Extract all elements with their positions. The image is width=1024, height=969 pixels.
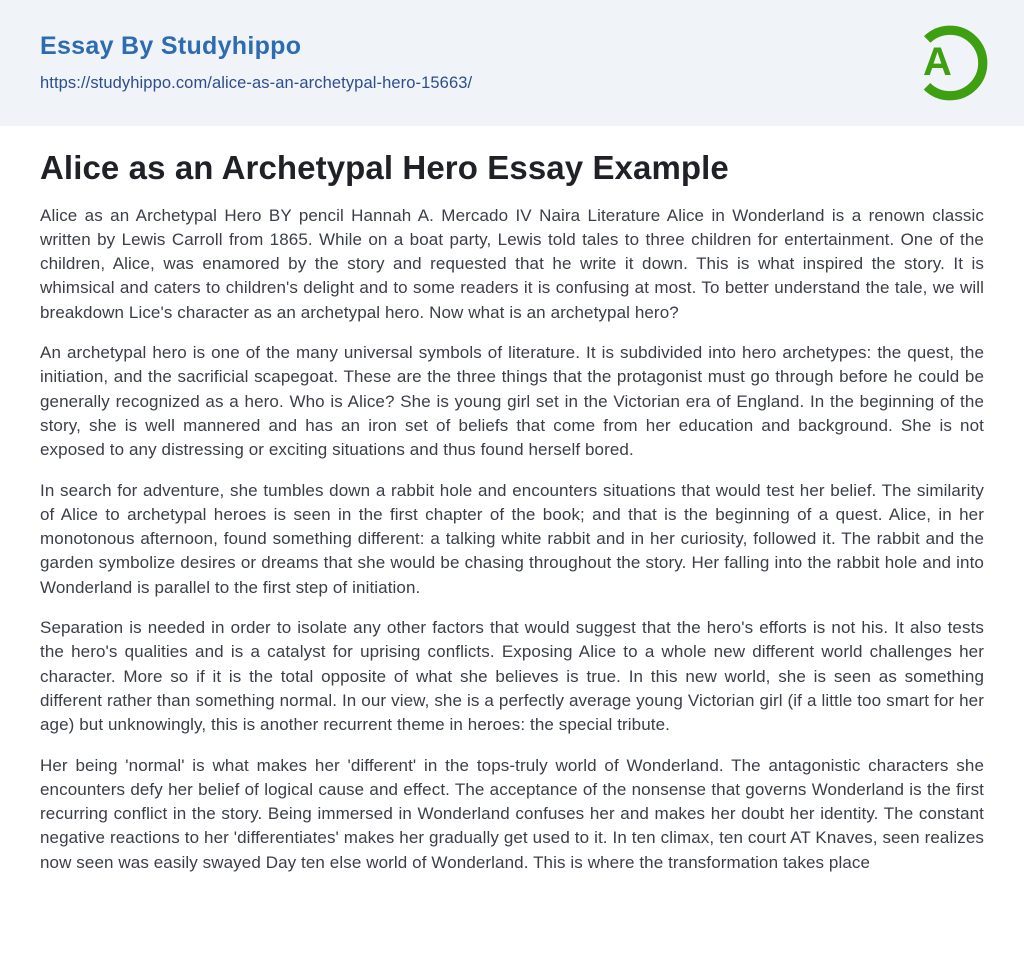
- logo-letter: A: [923, 39, 952, 84]
- studyhippo-logo-icon: [908, 17, 992, 109]
- essay-paragraph-1: Alice as an Archetypal Hero BY pencil Hannah A. Mercado IV Naira Literature Alice in Wonderland is a renown classic written by Lewis Carroll from 1865. While on a boat party, Lewis told tales to three children for entertainment. One of the children, Alice, was enamored by the story and requested that he write it down. This is what inspired the story. It is whimsical and caters to children's delight and to some readers it is confusing at most. To better understand the tale, we will breakdown Lice's character as an archetypal hero. Now what is an archetypal hero?: [40, 205, 984, 322]
- page-header: [0, 0, 1024, 126]
- page-title: Alice as an Archetypal Hero Essay Example: [40, 149, 729, 186]
- byline: Essay By Studyhippo: [40, 32, 302, 61]
- essay-paragraph-5: Her being 'normal' is what makes her 'different' in the tops-truly world of Wonderland. The antagonistic characters she encounters defy her belief of logical cause and effect. The acceptance of the nonsense that governs Wonderland is the first recurring conflict in the story. Being immersed in Wonderland confuses her and makes her doubt her identity. The constant negative reactions to her 'differentiates' makes her gradually get used to it. In ten climax, ten court AT Knaves, seen realizes now seen was easily swayed Day ten else world of Wonderland. This is where the transformation takes place: [40, 755, 984, 872]
- header-text-block: [40, 33, 472, 93]
- essay-paragraph-4: Separation is needed in order to isolate any other factors that would suggest that the hero's efforts is not his. It also tests the hero's qualities and is a catalyst for uprising conflicts. Exposing Alice to a whole new different world challenges her character. More so if it is the total opposite of what she believes is true. In this new world, she is seen as something different rather than something normal. In our view, she is a perfectly average young Victorian girl (if a little too smart for her age) but unknowingly, this is another recurrent theme in heroes: the special tribute.: [40, 618, 984, 735]
- source-url-link[interactable]: https://studyhippo.com/alice-as-an-archetypal-hero-15663/: [40, 73, 473, 92]
- essay-document: [0, 126, 1024, 875]
- essay-paragraph-2: An archetypal hero is one of the many universal symbols of literature. It is subdivided into hero archetypes: the quest, the initiation, and the sacrificial scapegoat. These are the three things that the protagonist must go through before he could be generally recognized as a hero. Who is Alice? She is young girl set in the Victorian era of England. In the beginning of the story, she is well mannered and has an iron set of beliefs that come from her education and background. She is not exposed to any distressing or exciting situations and thus found herself bored.: [40, 343, 984, 460]
- essay-paragraph-3: In search for adventure, she tumbles down a rabbit hole and encounters situations that would test her belief. The similarity of Alice to archetypal heroes is seen in the first chapter of the book; and that is the beginning of a quest. Alice, in her monotonous afternoon, found something different: a talking white rabbit and in her curiosity, followed it. The rabbit and the garden symbolize desires or dreams that she would be chasing throughout the story. Her falling into the rabbit hole and into Wonderland is parallel to the first step of initiation.: [40, 480, 984, 597]
